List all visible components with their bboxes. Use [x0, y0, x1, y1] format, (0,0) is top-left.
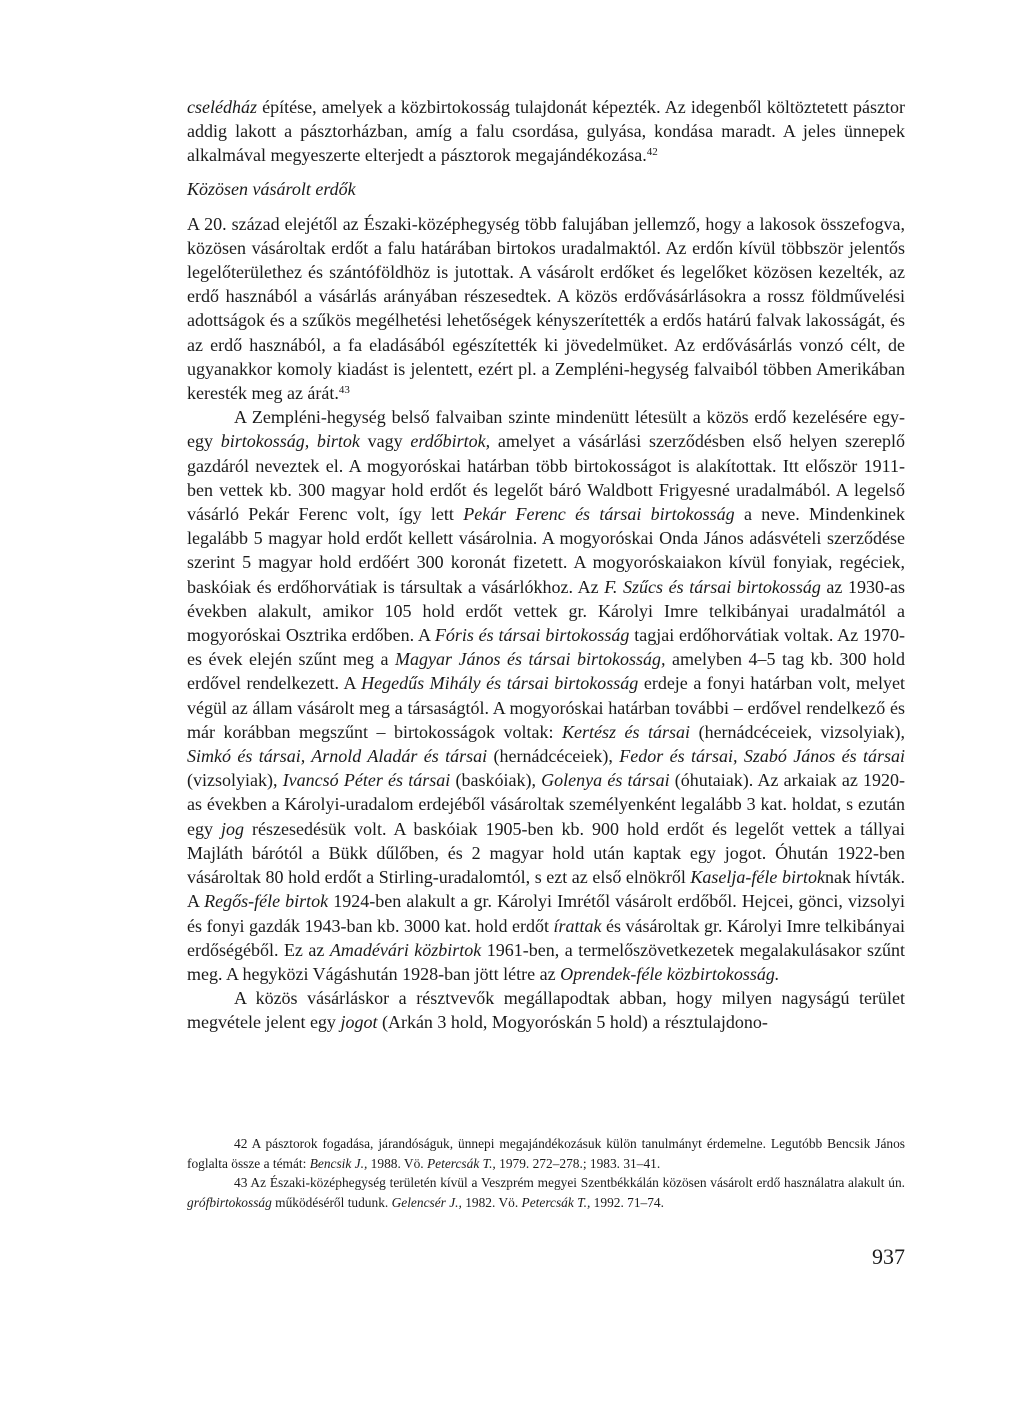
- italic-term: Kaselja-féle birtok: [690, 867, 825, 888]
- italic-term: Simkó és társai, Arnold Aladár és társai: [187, 746, 488, 767]
- paragraph-text: a neve. Mindenkinek legalább 5 magyar hold erdőt kellett vásárolnia. A mogyoróskai Onda János adásvételi szerződése szerint 5 magyar hold erdőért 300 koronát fizetett. A mogyoróskaiakon kívül fonyiak, regéciek, baskóiak és erdőhorvátiak is társultak a vásárlókhoz. Az: [187, 504, 906, 597]
- paragraph-text: amelyet a vásárlási szerződésben első helyen szereplő gazdáról neveztek el. A mogyoróskai határban több birtokosságot is alakítottak. Itt először 1911-ben vettek kb. 300 magyar hold erdőt és legelőt báró Waldbott Frigyesné uradalmából. A legelső vásárló Pekár Ferenc volt, így lett: [187, 431, 905, 525]
- italic-term: cselédház: [187, 97, 257, 117]
- paragraph-text: és vásároltak gr. Károlyi Imre telkibányai erdőségéből. Ez az: [187, 915, 905, 960]
- italic-term: jog: [221, 818, 245, 839]
- footnote-italic: Gelencsér J.,: [391, 1194, 462, 1210]
- paragraph-text: (Arkán 3 hold, Mogyoróskán 5 hold) a résztulajdono-: [377, 1012, 768, 1033]
- italic-term: Hegedűs Mihály és társai birtokosság: [361, 673, 639, 694]
- italic-term: Amadévári közbirtok: [329, 939, 482, 960]
- footnote-text: 1982. Vö.: [461, 1194, 522, 1210]
- footnotes: [187, 1134, 905, 1212]
- italic-term: Golenya és társai: [541, 770, 670, 791]
- page-number: 937: [872, 1244, 905, 1269]
- paragraph-text: építése, amelyek a közbirtokosság tulajdonát képezték. Az idegenből költöztetett pásztor addig lakott a pásztorházban, amíg a falu csordása, gulyása, kondása maradt. A jeles ünnepek alkalmával megyeszerte elterjedt a pásztorok megajándékozása.: [187, 97, 905, 166]
- footnote-italic: grófbirtokosság: [187, 1194, 272, 1210]
- footnote-text: 1992. 71–74.: [590, 1194, 664, 1210]
- paragraph-text: erdeje a fonyi határban volt, melyet végül az állam vásárolt meg a társaságtól. A mogyoróskai határban további – erdővel rendelkező és már korábban megszűnt – birtokosságok voltak:: [187, 673, 905, 742]
- italic-term: Ivancsó Péter és társai: [282, 770, 451, 791]
- paragraph-3: [187, 405, 905, 986]
- italic-term: Oprendek-féle közbirtokosság.: [560, 963, 780, 984]
- paragraph-1: [187, 95, 905, 168]
- paragraph-text: (vizsolyiak),: [187, 770, 283, 791]
- paragraph-text: (óhutaiak). Az arkaiak az 1920-as években a Károlyi-uradalom erdejéből vásároltak személyenként legalább 3 kat. holdat, s ezután egy: [187, 770, 906, 839]
- footnote-italic: Petercsák T.,: [426, 1155, 496, 1171]
- footnote-italic: Petercsák T.,: [521, 1194, 591, 1210]
- paragraph-text: (hernádcéceiek),: [487, 746, 620, 767]
- footnote-ref-43[interactable]: 43: [338, 384, 350, 397]
- page-body: [187, 95, 905, 1035]
- italic-term: F. Szűcs és társai birtokosság: [604, 576, 821, 597]
- paragraph-text: részesedésük volt. A baskóiak 1905-ben kb. 900 hold erdőt és legelőt vettek a tállyai Majláth bárótól a Bükk dűlőben, és 2 magyar hold után kaptak egy jogot. Óhután 1922-ben vásároltak 80 hold erdőt a Stirling-uradalomtól, s ezt az első elnökről: [187, 818, 905, 888]
- italic-term: jogot: [340, 1012, 378, 1033]
- section-heading: Közösen vásárolt erdők: [187, 178, 356, 199]
- paragraph-text: (baskóiak),: [450, 770, 542, 791]
- paragraph-text: az 1930-as években alakult, amikor 105 hold erdőt vettek gr. Károlyi Imre telkibányai uradalmától a mogyoróskai Osztrika erdőben. A: [187, 576, 906, 646]
- paragraph-text: A Zempléni-hegység belső falvaiban szinte mindenütt létesült a közös erdő kezelésére egy-egy: [187, 407, 905, 452]
- paragraph-text: tagjai erdőhorvátiak voltak. Az 1970-es évek elején szűnt meg a: [187, 625, 905, 670]
- italic-term: Regős-féle birtok: [204, 891, 329, 912]
- paragraph-4: [187, 986, 905, 1034]
- footnote-text: 42 A pásztorok fogadása, járandóságuk, ünnepi megajándékozásuk külön tanulmányt érdemelne. Legutóbb Bencsik János foglalta össze a témát:: [187, 1136, 905, 1171]
- footnote-italic: Bencsik J.,: [309, 1155, 368, 1171]
- italic-term: Kertész és társai: [562, 721, 691, 742]
- paragraph-text: amelyben 4–5 tag kb. 300 hold erdővel rendelkezett. A: [187, 649, 906, 694]
- footnote-43: [187, 1173, 905, 1212]
- footnote-text: működéséről tudunk.: [271, 1194, 392, 1210]
- paragraph-text: 1924-ben alakult a gr. Károlyi Imrétől vásárolt erdőből. Hejcei, gönci, vizsolyi és fonyi gazdák 1943-ban kb. 3000 kat. hold erdőt: [187, 891, 906, 936]
- footnote-text: 43 Az Északi-középhegység területén kívül a Veszprém megyei Szentbékkálán közösen vásárolt erdő használatra alakult ún.: [234, 1175, 905, 1190]
- italic-term: erdőbirtok,: [410, 431, 491, 452]
- footnote-text: 1979. 272–278.; 1983. 31–41.: [495, 1155, 661, 1171]
- paragraph-text: 1961-ben, a termelőszövetkezetek megalakulásakor szűnt meg. A hegyközi Vágáshután 1928-ban jött létre az: [187, 939, 906, 984]
- paragraph-2: [187, 212, 905, 406]
- footnote-ref-42[interactable]: 42: [646, 146, 658, 159]
- paragraph-text: (hernádcéceiek, vizsolyiak),: [690, 721, 905, 742]
- footnote-text: 1988. Vö.: [367, 1155, 427, 1171]
- italic-term: birtokosság, birtok: [220, 431, 360, 452]
- italic-term: Magyar János és társai birtokosság,: [394, 649, 666, 670]
- footnote-42: [187, 1134, 905, 1173]
- paragraph-text: A közös vásárláskor a résztvevők megállapodtak abban, hogy milyen nagyságú terület megvétele jelent egy: [187, 988, 905, 1033]
- paragraph-text: A 20. század elejétől az Északi-középhegység több falujában jellemző, hogy a lakosok összefogva, közösen vásároltak erdőt a falu határában birtokos uradalmaktól. Az erdőn kívül többször jelentős legelőterülethez és szántóföldhöz is jutottak. A vásárolt erdőket és legelőket közösen kezelték, az erdő hasznából a vásárlás arányában részesedtek. A közös erdővásárlásokra a rossz földművelési adottságok és a szűkös megélhetési lehetőségek kényszerítették a erdős határú falvak lakosságát, és az erdő hasznából, a fa eladásából egészítették ki jövedelmüket. Az erdővásárlás vonzó célt, de ugyanakkor komoly kiadást is jelentett, ezért pl. a Zempléni-hegység falvaiból többen Amerikában keresték meg az árát.: [187, 213, 905, 404]
- italic-term: Fóris és társai birtokosság: [434, 625, 630, 646]
- italic-term: Pekár Ferenc és társai birtokosság: [463, 504, 735, 525]
- paragraph-text: vagy: [359, 431, 411, 452]
- paragraph-text: nak hívták. A: [187, 867, 905, 912]
- italic-term: Fedor és társai, Szabó János és társai: [619, 746, 905, 767]
- italic-term: írattak: [553, 915, 602, 936]
